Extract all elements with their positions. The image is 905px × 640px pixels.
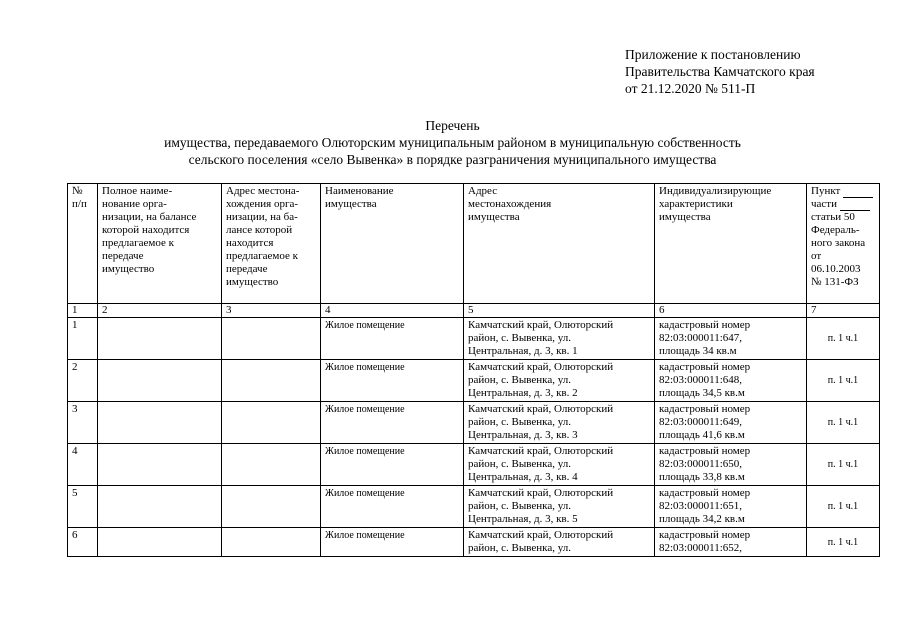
- law-point-line: 06.10.2003: [811, 263, 861, 275]
- law-point-line: Пункт: [811, 185, 841, 197]
- row-number: 3: [68, 402, 98, 444]
- column-number: 6: [655, 304, 807, 318]
- organization-cell: [98, 486, 222, 528]
- column-number: 3: [222, 304, 321, 318]
- header-law-point: [807, 184, 880, 304]
- table-header-row: [68, 184, 880, 304]
- header-organization-address: Адрес местона- хождения орга- низации, на ба- лансе которой находится предлагаемое к передаче имущество: [222, 184, 321, 304]
- characteristics-cell: кадастровый номер 82:03:000011:650, площадь 33,8 кв.м: [655, 444, 807, 486]
- property-name-cell: Жилое помещение: [321, 486, 464, 528]
- organization-cell: [98, 444, 222, 486]
- title-line: имущества, передаваемого Олюторским муниципальным районом в муниципальную собственность: [164, 135, 741, 150]
- property-name-cell: Жилое помещение: [321, 402, 464, 444]
- header-organization: Полное наиме- нование орга- низации, на балансе которой находится предлагаемое к передаче имущество: [98, 184, 222, 304]
- organization-address-cell: [222, 444, 321, 486]
- property-name-cell: Жилое помещение: [321, 444, 464, 486]
- column-number: 7: [807, 304, 880, 318]
- column-number: 5: [464, 304, 655, 318]
- law-point-cell: п. 1 ч.1: [807, 360, 880, 402]
- table-row: [68, 528, 880, 557]
- column-number: 1: [68, 304, 98, 318]
- title-line: сельского поселения «село Вывенка» в порядке разграничения муниципального имущества: [188, 152, 717, 167]
- organization-address-cell: [222, 528, 321, 557]
- appendix-line: от 21.12.2020 № 511-П: [625, 81, 756, 96]
- row-number: 5: [68, 486, 98, 528]
- row-number: 6: [68, 528, 98, 557]
- law-point-cell: п. 1 ч.1: [807, 402, 880, 444]
- organization-address-cell: [222, 360, 321, 402]
- organization-address-cell: [222, 402, 321, 444]
- blank-field: [843, 187, 873, 198]
- title-line: Перечень: [425, 118, 480, 133]
- characteristics-cell: кадастровый номер 82:03:000011:649, площадь 41,6 кв.м: [655, 402, 807, 444]
- law-point-line: части: [811, 198, 837, 210]
- row-number: 2: [68, 360, 98, 402]
- table-row: [68, 402, 880, 444]
- property-name-cell: Жилое помещение: [321, 528, 464, 557]
- table-row: [68, 360, 880, 402]
- characteristics-cell: кадастровый номер 82:03:000011:647, площадь 34 кв.м: [655, 318, 807, 360]
- organization-cell: [98, 360, 222, 402]
- organization-cell: [98, 528, 222, 557]
- appendix-note: [625, 46, 815, 97]
- header-property-name: Наименование имущества: [321, 184, 464, 304]
- characteristics-cell: кадастровый номер 82:03:000011:652,: [655, 528, 807, 557]
- law-point-cell: п. 1 ч.1: [807, 318, 880, 360]
- table-row: [68, 486, 880, 528]
- property-address-cell: Камчатский край, Олюторский район, с. Вывенка, ул.: [464, 528, 655, 557]
- property-table: [67, 183, 880, 557]
- header-property-address: Адрес местонахождения имущества: [464, 184, 655, 304]
- document-title: [0, 117, 905, 168]
- column-number: 4: [321, 304, 464, 318]
- header-number: № п/п: [68, 184, 98, 304]
- law-point-line: статьи 50: [811, 211, 855, 223]
- header-characteristics: Индивидуализирующие характеристики имущества: [655, 184, 807, 304]
- table-row: [68, 444, 880, 486]
- law-point-cell: п. 1 ч.1: [807, 444, 880, 486]
- law-point-line: Федераль-: [811, 224, 860, 236]
- property-address-cell: Камчатский край, Олюторский район, с. Вывенка, ул. Центральная, д. 3, кв. 5: [464, 486, 655, 528]
- characteristics-cell: кадастровый номер 82:03:000011:651, площадь 34,2 кв.м: [655, 486, 807, 528]
- organization-cell: [98, 402, 222, 444]
- characteristics-cell: кадастровый номер 82:03:000011:648, площадь 34,5 кв.м: [655, 360, 807, 402]
- organization-cell: [98, 318, 222, 360]
- table-row: [68, 318, 880, 360]
- row-number: 1: [68, 318, 98, 360]
- law-point-cell: п. 1 ч.1: [807, 528, 880, 557]
- property-address-cell: Камчатский край, Олюторский район, с. Вывенка, ул. Центральная, д. 3, кв. 1: [464, 318, 655, 360]
- law-point-line: ного закона: [811, 237, 866, 249]
- organization-address-cell: [222, 486, 321, 528]
- property-address-cell: Камчатский край, Олюторский район, с. Вывенка, ул. Центральная, д. 3, кв. 3: [464, 402, 655, 444]
- column-numbers-row: [68, 304, 880, 318]
- organization-address-cell: [222, 318, 321, 360]
- law-point-line: № 131-ФЗ: [811, 276, 859, 288]
- column-number: 2: [98, 304, 222, 318]
- property-address-cell: Камчатский край, Олюторский район, с. Вывенка, ул. Центральная, д. 3, кв. 4: [464, 444, 655, 486]
- law-point-line: от: [811, 250, 822, 262]
- law-point-cell: п. 1 ч.1: [807, 486, 880, 528]
- property-name-cell: Жилое помещение: [321, 318, 464, 360]
- appendix-line: Приложение к постановлению: [625, 47, 801, 62]
- blank-field: [840, 200, 870, 211]
- property-name-cell: Жилое помещение: [321, 360, 464, 402]
- property-address-cell: Камчатский край, Олюторский район, с. Вывенка, ул. Центральная, д. 3, кв. 2: [464, 360, 655, 402]
- row-number: 4: [68, 444, 98, 486]
- appendix-line: Правительства Камчатского края: [625, 64, 815, 79]
